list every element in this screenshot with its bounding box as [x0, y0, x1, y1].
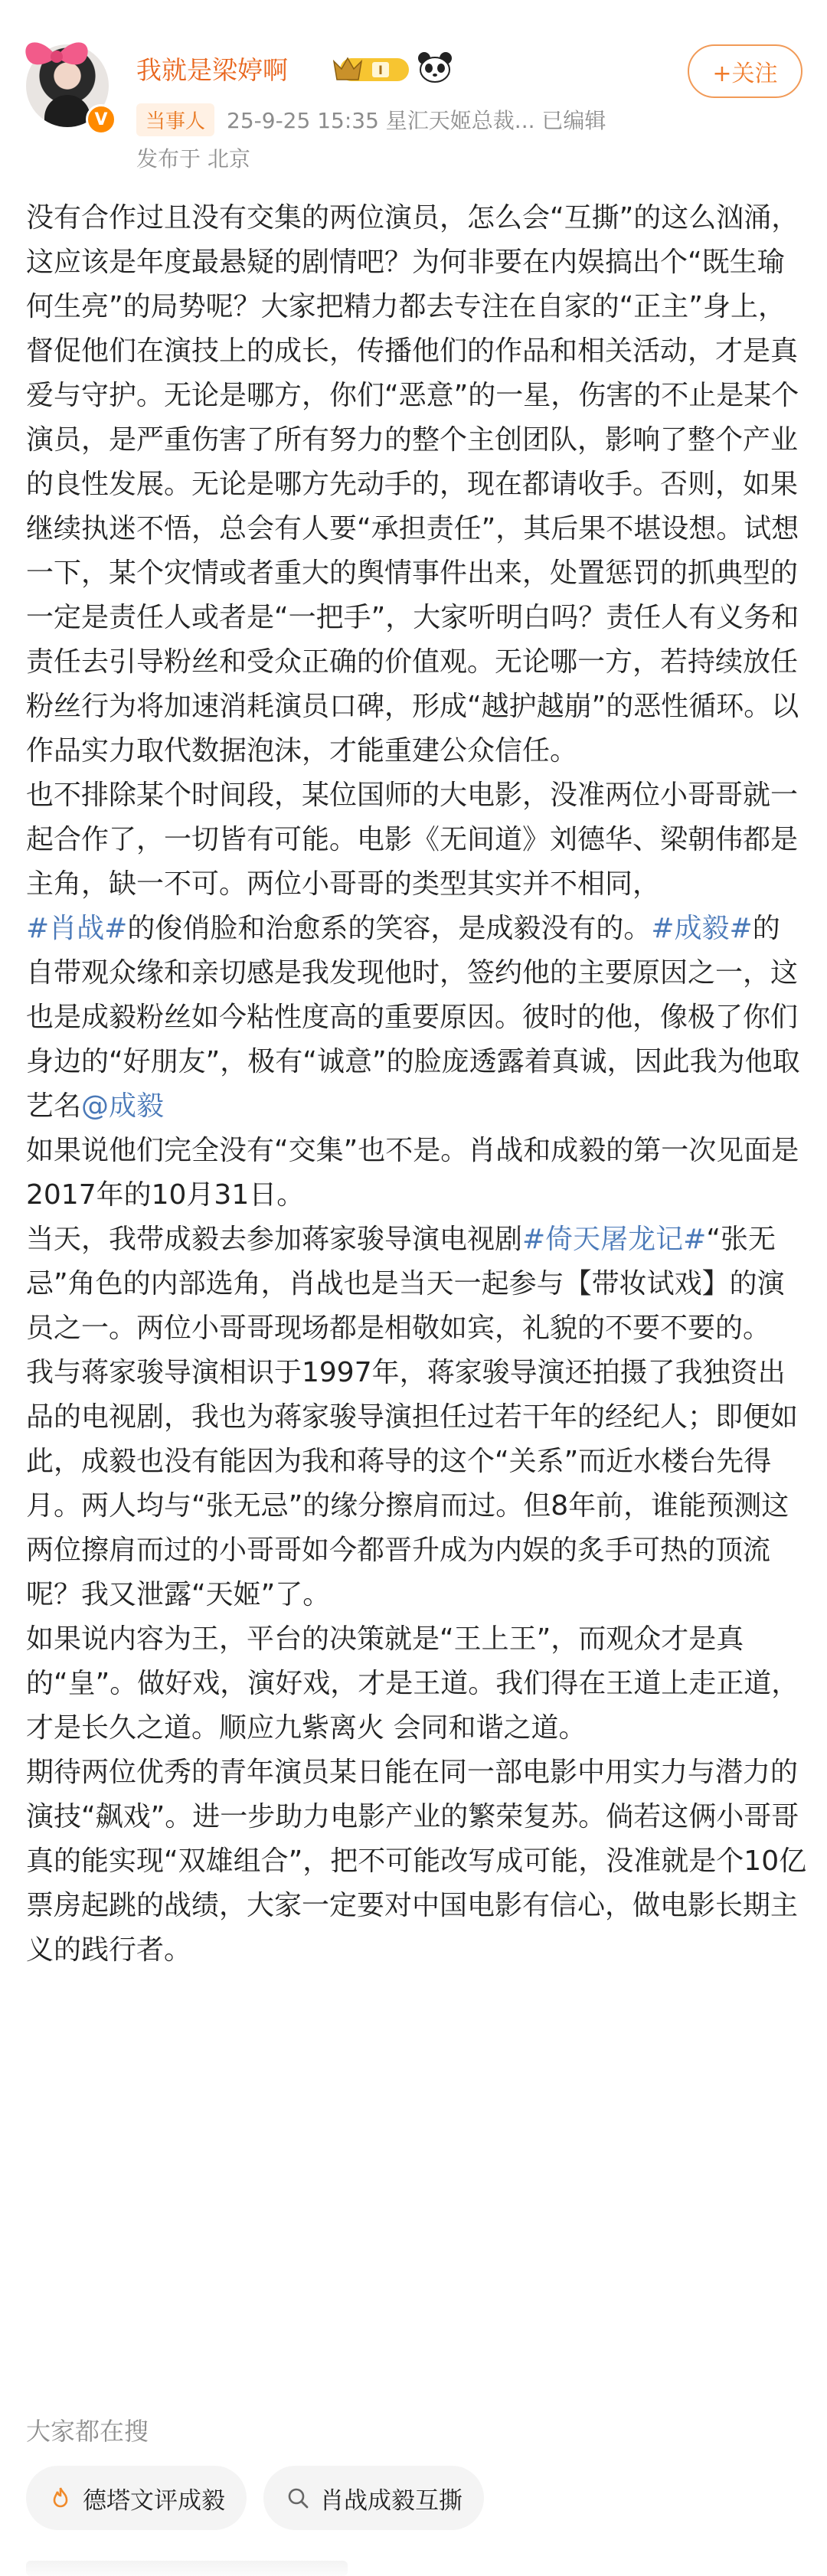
paragraph-1: 没有合作过且没有交集的两位演员，怎么会“互撕”的这么汹涌，这应该是年度最悬疑的剧情吧？为何非要在内娱搞出个“既生瑜何生亮”的局势呢？大家把精力都去专注在自家的“正主”身上，督促他们在演技上的成长，传播他们的作品和相关活动，才是真爱与守护。无论是哪方，你们“恶意”的一星，伤害的不止是某个演员，是严重伤害了所有努力的整个主创团队，影响了整个产业的良性发展。无论是哪方先动手的，现在都请收手。否则，如果继续执迷不悟，总会有人要“承担责任”，其后果不堪设想。试想一下，某个灾情或者重大的舆情事件出来，处置惩罚的抓典型的一定是责任人或者是“一把手”，大家听明白吗？责任人有义务和责任去引导粉丝和受众正确的价值观。无论哪一方，若持续放任粉丝行为将加速消耗演员口碑，形成“越护越崩”的恶性循环。以作品实力取代数据泡沫，才能重建公众信任。: [26, 202, 799, 767]
follow-button[interactable]: +关注: [688, 44, 802, 98]
paragraph-6: 我与蒋家骏导演相识于1997年，蒋家骏导演还拍摄了我独资出品的电视剧，我也为蒋家骏导演担任过若干年的经纪人；即便如此，成毅也没有能因为我和蒋导的这个“关系”而近水楼台先得月。两人均与“张无忌”的缘分擦肩而过。但8年前，谁能预测这两位擦肩而过的小哥哥如今都晋升成为内娱的炙手可热的顶流呢？我又泄露“天姬”了。: [26, 1357, 799, 1610]
search-chip-2-label: 肖战成毅互撕: [320, 2486, 463, 2515]
search-chip-2[interactable]: [263, 2466, 484, 2530]
username[interactable]: 我就是梁婷啊: [136, 55, 288, 85]
paragraph-4: 如果说他们完全没有“交集”也不是。肖战和成毅的第一次见面是2017年的10月31日。: [26, 1135, 799, 1211]
post-body: [26, 196, 807, 1973]
paragraph-7: 如果说内容为王，平台的决策就是“王上王”，而观众才是真的“皇”。做好戏，演好戏，才是王道。我们得在王道上走正道，才是长久之道。顺应九紫离火 会同和谐之道。: [26, 1623, 799, 1744]
paragraph-2: 也不排除某个时间段，某位国师的大电影，没准两位小哥哥就一起合作了，一切皆有可能。电影《无间道》刘德华、梁朝伟都是主角，缺一不可。两位小哥哥的类型其实并不相同，: [26, 780, 799, 900]
post-time-source: 25-9-25 15:35 星汇天姬总裁... 已编辑: [227, 108, 606, 133]
hashtag-chengyi[interactable]: #成毅#: [651, 913, 753, 944]
search-chips: [26, 2466, 484, 2530]
avatar[interactable]: [26, 44, 109, 127]
search-section-title: 大家都在搜: [26, 2417, 149, 2446]
next-section-peek: [26, 2561, 348, 2576]
paragraph-5-text-a: 当天，我带成毅去参加蒋家骏导演电视剧: [26, 1224, 523, 1255]
mention-chengyi[interactable]: @成毅: [81, 1090, 165, 1122]
post-location: 发布于 北京: [136, 146, 250, 172]
hashtag-yitian[interactable]: #倚天屠龙记#: [522, 1224, 707, 1255]
paragraph-5: [26, 1218, 807, 1351]
panda-icon: [417, 51, 453, 84]
hot-search-icon: [47, 2485, 74, 2511]
role-tag: 当事人: [136, 103, 214, 136]
search-chip-1-label: 德塔文评成毅: [83, 2486, 225, 2515]
paragraph-3-text-b: 的自带观众缘和亲切感是我发现他时，签约他的主要原因之一，这也是成毅粉丝如今粘性度高的重要原因。彼时的他，像极了你们身边的“好朋友”，极有“诚意”的脸庞透露着真诚，因此我为他取艺名: [26, 913, 800, 1122]
bow-decoration-icon: [18, 32, 95, 81]
paragraph-3: [26, 907, 807, 1129]
search-icon: [285, 2485, 311, 2511]
paragraph-3-text-a: 的俊俏脸和治愈系的笑容，是成毅没有的。: [127, 913, 652, 944]
post-header: [0, 0, 827, 184]
hashtag-xiaozhan[interactable]: #肖战#: [26, 913, 128, 944]
post-meta: [136, 103, 606, 136]
crown-level-badge-icon: [332, 54, 412, 84]
paragraph-8: 期待两位优秀的青年演员某日能在同一部电影中用实力与潜力的演技“飙戏”。进一步助力电影产业的繁荣复苏。倘若这俩小哥哥真的能实现“双雄组合”，把不可能改写成可能，没准就是个10亿票房起跳的战绩，大家一定要对中国电影有信心，做电影长期主义的践行者。: [26, 1757, 807, 1966]
paragraph-5-text-b: “张无忌”角色的内部选角，肖战也是当天一起参与【带妆试戏】的演员之一。两位小哥哥现场都是相敬如宾，礼貌的不要不要的。: [26, 1224, 785, 1344]
level-text: I: [378, 63, 383, 77]
verified-badge-icon: V: [86, 104, 116, 135]
search-chip-1[interactable]: [26, 2466, 247, 2530]
